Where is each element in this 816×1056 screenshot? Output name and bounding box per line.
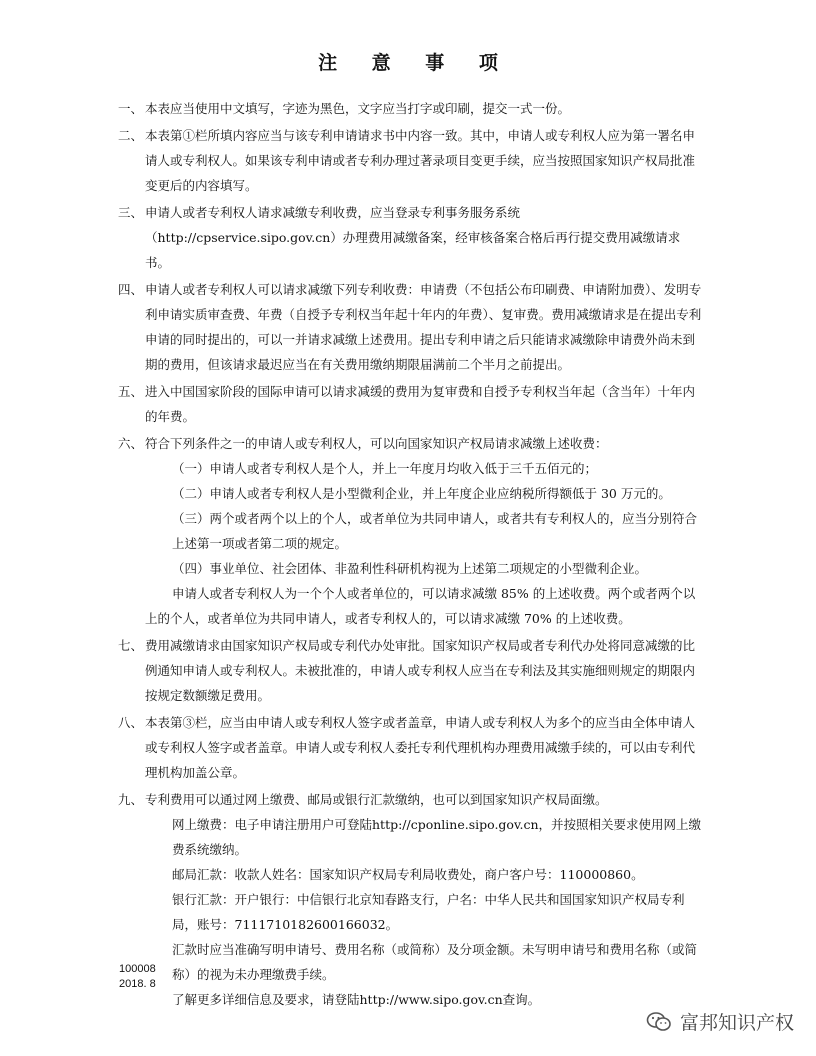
watermark bbox=[646, 1008, 794, 1035]
condition-3: （三）两个或者两个以上的个人，或者单位为共同申请人，或者共有专利权人的，应当分别符合上述第一项或者第二项的规定。 bbox=[172, 511, 698, 551]
note-text: 申请人或者专利权人可以请求减缴下列专利收费：申请费（不包括公布印刷费、申请附加费）、发明专利申请实质审查费、年费（自授予专利权当年起十年内的年费）、复审费。费用减缴请求是在提出专利申请的同时提出的，可以一并请求减缴上述费用。提出专利申请之后只能请求减缴除申请费外尚未到期的费用，但该请求最迟应当在有关费用缴纳期限届满前二个半月之前提出。 bbox=[145, 282, 702, 372]
note-number: 三、 bbox=[118, 205, 144, 220]
condition-4: （四）事业单位、社会团体、非盈利性科研机构视为上述第二项规定的小型微利企业。 bbox=[172, 561, 648, 576]
reduction-rate-note: 申请人或者专利权人为一个个人或者单位的，可以请求减缴 85% 的上述收费。两个或者两个以上的个人，或者单位为共同申请人，或者专利权人的，可以请求减缴 70% 的上述收费。 bbox=[145, 586, 696, 626]
note-text: 符合下列条件之一的申请人或专利权人，可以向国家知识产权局请求减缴上述收费： bbox=[145, 436, 608, 451]
note-item-3 bbox=[118, 200, 704, 275]
online-payment: 网上缴费：电子申请注册用户可登陆http://cponline.sipo.gov.cn，并按照相关要求使用网上缴费系统缴纳。 bbox=[172, 817, 702, 857]
note-number: 四、 bbox=[118, 282, 144, 297]
form-code bbox=[119, 962, 156, 992]
note-number: 八、 bbox=[118, 715, 144, 730]
note-text: 费用减缴请求由国家知识产权局或专利代办处审批。国家知识产权局或者专利代办处将同意减缴的比例通知申请人或专利权人。未被批准的，申请人或专利权人应当在专利法及其实施细则规定的期限内按规定数额缴足费用。 bbox=[145, 638, 696, 703]
note-item-9 bbox=[118, 787, 704, 1012]
note-item-1 bbox=[118, 96, 704, 121]
note-number: 六、 bbox=[118, 436, 144, 451]
note-number: 七、 bbox=[118, 638, 144, 653]
note-item-6 bbox=[118, 431, 704, 631]
wechat-icon bbox=[646, 1011, 672, 1033]
note-text: 本表第③栏，应当由申请人或专利权人签字或者盖章，申请人或专利权人为多个的应当由全体申请人或专利权人签字或者盖章。申请人或专利权人委托专利代理机构办理费用减缴手续的，可以由专利代理机构加盖公章。 bbox=[145, 715, 696, 780]
note-text: 本表第①栏所填内容应当与该专利申请请求书中内容一致。其中，申请人或专利权人应为第一署名申请人或专利权人。如果该专利申请或者专利办理过著录项目变更手续，应当按照国家知识产权局批准变更后的内容填写。 bbox=[145, 128, 696, 193]
more-info: 了解更多详细信息及要求，请登陆http://www.sipo.gov.cn查询。 bbox=[172, 992, 541, 1007]
condition-1: （一）申请人或者专利权人是个人，并上一年度月均收入低于三千五佰元的； bbox=[172, 461, 598, 476]
watermark-text: 富邦知识产权 bbox=[679, 1012, 794, 1034]
bank-remittance: 银行汇款：开户银行：中信银行北京知春路支行，户名：中华人民共和国国家知识产权局专利局，账号：7111710182600166032。 bbox=[172, 892, 685, 932]
note-number: 五、 bbox=[118, 384, 144, 399]
note-item-4 bbox=[118, 277, 704, 377]
postal-remittance: 邮局汇款：收款人姓名：国家知识产权局专利局收费处，商户客户号：110000860。 bbox=[172, 867, 644, 882]
note-item-7 bbox=[118, 633, 704, 708]
remittance-instructions: 汇款时应当准确写明申请号、费用名称（或简称）及分项金额。未写明申请号和费用名称（或简称）的视为未办理缴费手续。 bbox=[172, 942, 698, 982]
note-text: 专利费用可以通过网上缴费、邮局或银行汇款缴纳，也可以到国家知识产权局面缴。 bbox=[145, 792, 608, 807]
condition-2: （二）申请人或者专利权人是小型微利企业，并上年度企业应纳税所得额低于 30 万元的。 bbox=[172, 486, 671, 501]
note-text: 进入中国国家阶段的国际申请可以请求减缓的费用为复审费和自授予专利权当年起（含当年）十年内的年费。 bbox=[145, 384, 696, 424]
note-item-8 bbox=[118, 710, 704, 785]
note-number: 一、 bbox=[118, 101, 144, 116]
note-number: 九、 bbox=[118, 792, 144, 807]
note-number: 二、 bbox=[118, 128, 144, 143]
note-item-5 bbox=[118, 379, 704, 429]
notes-body bbox=[118, 96, 704, 1014]
page-title: 注 意 事 项 bbox=[318, 52, 512, 74]
note-text: 申请人或者专利权人请求减缴专利收费，应当登录专利事务服务系统（http://cpservice.sipo.gov.cn）办理费用减缴备案，经审核备案合格后再行提交费用减缴请求书。 bbox=[145, 205, 681, 270]
note-text: 本表应当使用中文填写，字迹为黑色，文字应当打字或印刷，提交一式一份。 bbox=[145, 101, 571, 116]
note-item-2 bbox=[118, 123, 704, 198]
form-number: 100008 bbox=[119, 963, 156, 975]
form-date: 2018. 8 bbox=[119, 978, 156, 990]
